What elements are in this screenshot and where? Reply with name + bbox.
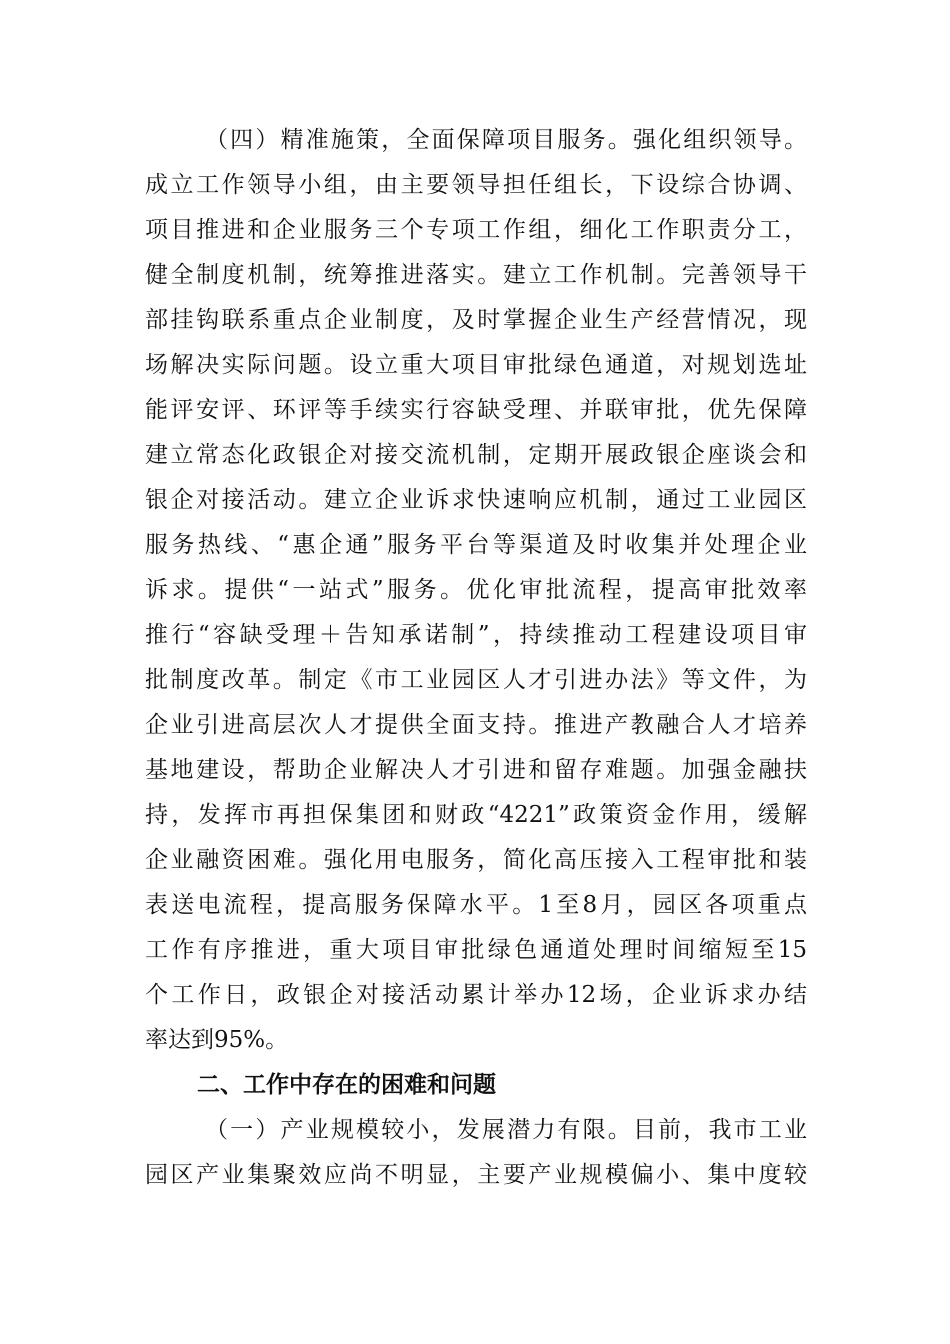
- paragraph-four-guarantee-services: [145, 118, 807, 1063]
- document-page: [145, 118, 807, 1198]
- text-line: 推行“容缺受理＋告知承诺制”，持续推动工程建设项目审: [145, 622, 807, 648]
- text-line: 服务热线、“惠企通”服务平台等渠道及时收集并处理企业: [145, 532, 807, 558]
- text-line: 企业融资困难。强化用电服务，简化高压接入工程审批和装: [145, 847, 807, 873]
- text-line: 能评安评、环评等手续实行容缺受理、并联审批，优先保障: [145, 397, 807, 423]
- text-line: 银企对接活动。建立企业诉求快速响应机制，通过工业园区: [145, 487, 807, 513]
- text-line: 表送电流程，提高服务保障水平。1至8月，园区各项重点: [145, 892, 807, 918]
- paragraph-one-industry-scale: [145, 1108, 807, 1198]
- text-line: 批制度改革。制定《市工业园区人才引进办法》等文件，为: [145, 667, 807, 693]
- section-heading: 二、工作中存在的困难和问题: [197, 1072, 496, 1098]
- text-line: 场解决实际问题。设立重大项目审批绿色通道，对规划选址: [145, 352, 807, 378]
- text-line: 健全制度机制，统筹推进落实。建立工作机制。完善领导干: [145, 262, 807, 288]
- text-line: （一）产业规模较小，发展潜力有限。目前，我市工业: [205, 1117, 807, 1143]
- text-line: 率达到95%。: [145, 1027, 289, 1053]
- text-line: 建立常态化政银企对接交流机制，定期开展政银企座谈会和: [145, 442, 807, 468]
- text-line: 工作有序推进，重大项目审批绿色通道处理时间缩短至15: [145, 937, 807, 963]
- text-line: 项目推进和企业服务三个专项工作组，细化工作职责分工，: [145, 217, 807, 243]
- text-line: 园区产业集聚效应尚不明显，主要产业规模偏小、集中度较: [145, 1162, 807, 1188]
- text-line: 个工作日，政银企对接活动累计举办12场，企业诉求办结: [145, 982, 807, 1008]
- text-line: 成立工作领导小组，由主要领导担任组长，下设综合协调、: [145, 172, 807, 198]
- text-line: 诉求。提供“一站式”服务。优化审批流程，提高审批效率: [145, 577, 807, 603]
- text-line: 持，发挥市再担保集团和财政“4221”政策资金作用，缓解: [145, 802, 807, 828]
- text-line: （四）精准施策，全面保障项目服务。强化组织领导。: [205, 127, 807, 153]
- text-line: 部挂钩联系重点企业制度，及时掌握企业生产经营情况，现: [145, 307, 807, 333]
- text-line: 基地建设，帮助企业解决人才引进和留存难题。加强金融扶: [145, 757, 807, 783]
- text-line: 企业引进高层次人才提供全面支持。推进产教融合人才培养: [145, 712, 807, 738]
